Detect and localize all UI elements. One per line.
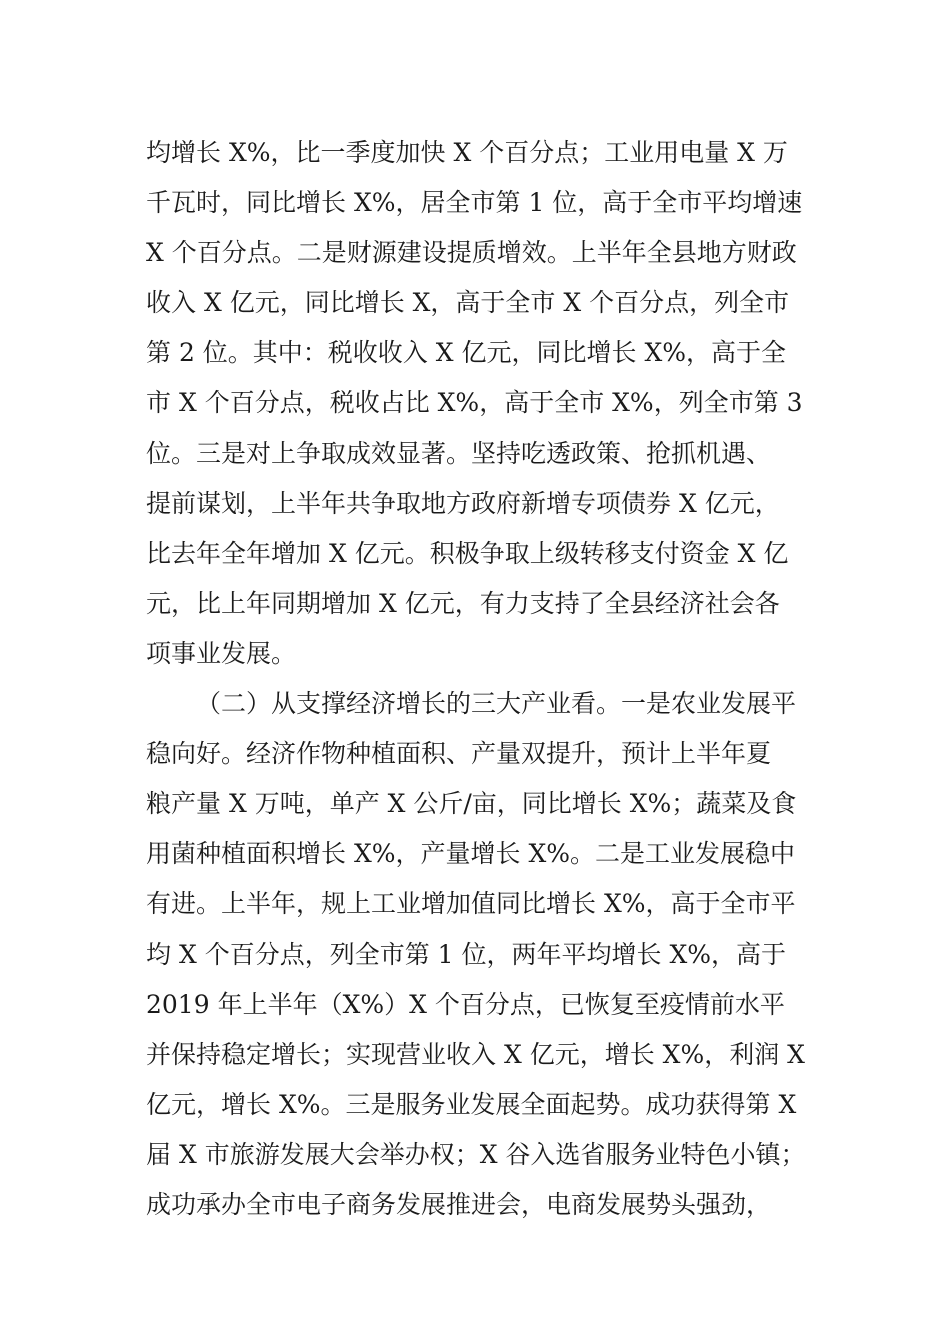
text-line: 收入 X 亿元，同比增长 X，高于全市 X 个百分点，列全市 <box>146 288 790 318</box>
text-line: 稳向好。经济作物种植面积、产量双提升，预计上半年夏 <box>146 739 772 769</box>
text-line: 并保持稳定增长；实现营业收入 X 亿元，增长 X%，利润 X <box>146 1039 805 1069</box>
text-line: 届 X 市旅游发展大会举办权；X 谷入选省服务业特色小镇； <box>146 1139 806 1169</box>
text-line: 均 X 个百分点，列全市第 1 位，两年平均增长 X%，高于 <box>146 939 786 969</box>
text-line: 有进。上半年，规上工业增加值同比增长 X%，高于全市平 <box>146 889 796 919</box>
text-line: 成功承办全市电子商务发展推进会，电商发展势头强劲， <box>146 1189 772 1219</box>
text-line: 用菌种植面积增长 X%，产量增长 X%。二是工业发展稳中 <box>146 839 796 869</box>
text-line: 元，比上年同期增加 X 亿元，有力支持了全县经济社会各 <box>146 588 780 618</box>
text-line: 均增长 X%，比一季度加快 X 个百分点；工业用电量 X 万 <box>146 138 788 167</box>
text-line: 市 X 个百分点，税收占比 X%，高于全市 X%，列全市第 3 <box>146 388 803 418</box>
text-line: 比去年全年增加 X 亿元。积极争取上级转移支付资金 X 亿 <box>146 538 789 568</box>
text-line: X 个百分点。二是财源建设提质增效。上半年全县地方财政 <box>146 238 797 268</box>
text-line: 提前谋划，上半年共争取地方政府新增专项债券 X 亿元， <box>146 488 780 518</box>
text-line: 项事业发展。 <box>146 638 297 668</box>
text-line: 千瓦时，同比增长 X%，居全市第 1 位，高于全市平均增速 <box>146 188 803 218</box>
text-line: 位。三是对上争取成效显著。坚持吃透政策、抢抓机遇、 <box>146 438 772 468</box>
text-line: 亿元，增长 X%。三是服务业发展全面起势。成功获得第 X <box>146 1089 797 1119</box>
body-text <box>146 128 816 1230</box>
text-line: 2019 年上半年（X%）X 个百分点，已恢复至疫情前水平 <box>146 989 785 1019</box>
text-line: 第 2 位。其中：税收收入 X 亿元，同比增长 X%，高于全 <box>146 338 786 368</box>
text-line: 粮产量 X 万吨，单产 X 公斤/亩，同比增长 X%；蔬菜及食 <box>146 789 797 819</box>
section-heading-line: （二）从支撑经济增长的三大产业看。一是农业发展平 <box>196 689 797 719</box>
